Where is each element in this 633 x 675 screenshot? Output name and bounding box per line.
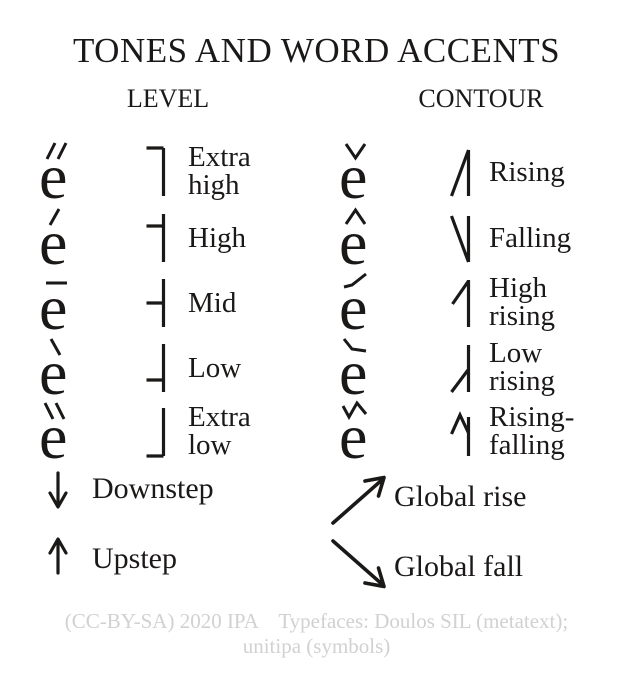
page-title: TONES AND WORD ACCENTS [72,31,561,70]
symbol-e-macron [38,272,102,343]
tone-label: High [188,222,246,254]
tone-label: Low [188,352,242,384]
tone-label: Low rising [489,337,556,397]
tone-label: Extra high [188,141,251,201]
column-header-level: LEVEL [126,84,210,113]
tone-letter-high-icon [143,211,169,265]
symbol-e-circumflex [338,207,402,278]
downstep-label: Downstep [92,472,214,505]
tone-letter-extra-low-icon [143,405,169,459]
tone-label: Extra low [188,401,251,461]
base-letter: e [39,401,68,472]
credits [0,609,633,659]
tone-label: High rising [489,272,556,332]
symbol-e-macron-acute [338,272,402,343]
symbol-e-double-acute [38,141,102,212]
upstep-arrow-icon [46,536,70,576]
symbol-e-grave-macron [338,337,402,408]
base-letter: e [39,141,68,212]
symbol-e-caron [338,141,402,212]
symbol-e-grave-acute-grave [338,401,402,472]
tone-letter-high-rising-icon [448,276,474,330]
tone-label: Mid [188,287,237,319]
base-letter: e [39,272,68,343]
tone-label: Rising [489,156,565,188]
global-fall-label: Global fall [394,550,524,583]
tone-letter-rising-falling-icon [448,405,474,459]
global-rise-arrow-icon [328,470,394,528]
base-letter: e [339,272,368,343]
column-header-contour: CONTOUR [418,84,544,113]
tone-label: Falling [489,222,572,254]
tone-letter-falling-icon [448,211,474,265]
tone-letter-rising-icon [448,145,474,199]
global-fall-arrow-icon [328,536,394,594]
credit-line-1: (CC-BY-SA) 2020 IPA Typefaces: Doulos SIL (metatext); [64,609,569,633]
base-letter: e [39,337,68,408]
credit-line-2: unitipa (symbols) [242,634,391,658]
base-letter: e [339,337,368,408]
upstep-label: Upstep [92,542,177,575]
base-letter: e [39,207,68,278]
symbol-e-grave [38,337,102,408]
base-letter: e [339,207,368,278]
tone-letter-low-icon [143,341,169,395]
global-rise-label: Global rise [394,480,527,513]
base-letter: e [339,401,368,472]
symbol-e-double-grave [38,401,102,472]
symbol-e-acute [38,207,102,278]
tone-letter-mid-icon [143,276,169,330]
downstep-arrow-icon [46,470,70,510]
base-letter: e [339,141,368,212]
tone-letter-extra-high-icon [143,145,169,199]
tone-letter-low-rising-icon [448,341,474,395]
tone-label: Rising- falling [489,401,575,461]
